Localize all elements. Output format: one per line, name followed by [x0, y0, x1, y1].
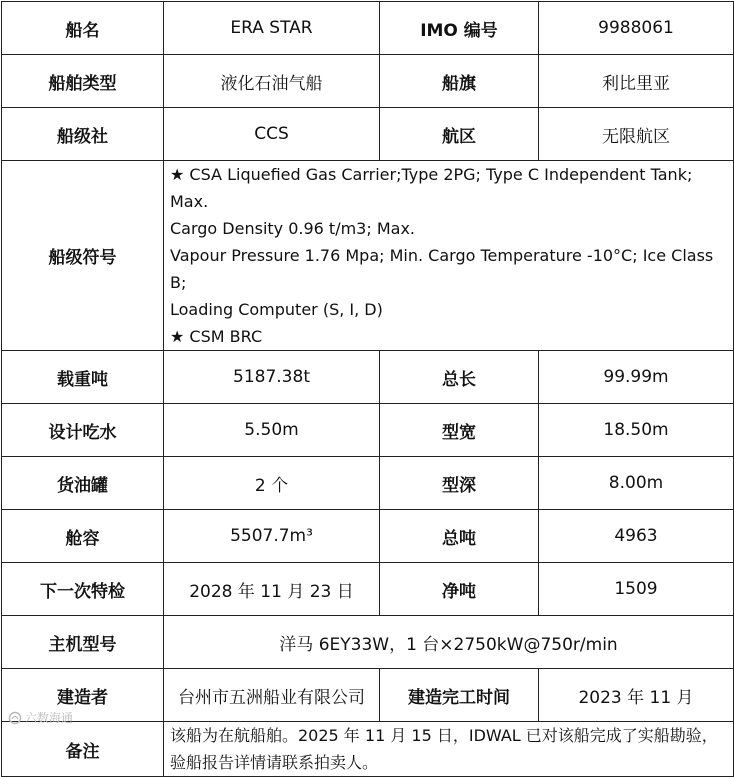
value-class-society: CCS — [164, 108, 380, 161]
label-loa: 总长 — [380, 351, 539, 404]
label-imo: IMO 编号 — [380, 2, 539, 55]
table-row — [2, 669, 734, 722]
value-cargo-tanks: 2 个 — [164, 457, 380, 510]
value-navigation-area: 无限航区 — [539, 108, 734, 161]
table-row — [2, 404, 734, 457]
watermark — [8, 709, 73, 726]
notation-line: ★ CSM BRC — [170, 327, 263, 346]
label-completion-date: 建造完工时间 — [380, 669, 539, 722]
value-breadth: 18.50m — [539, 404, 734, 457]
label-flag: 船旗 — [380, 55, 539, 108]
value-net-tonnage: 1509 — [539, 563, 734, 616]
table-row — [2, 108, 734, 161]
table-row — [2, 457, 734, 510]
label-class-notation: 船级符号 — [2, 161, 164, 351]
value-imo: 9988061 — [539, 2, 734, 55]
value-remark: 该船为在航船舶。2025 年 11 月 15 日，IDWAL 已对该船完成了实船勘验，验船报告详情请联系拍卖人。 — [164, 722, 734, 777]
label-design-draft: 设计吃水 — [2, 404, 164, 457]
watermark-text: 六数海通 — [25, 711, 74, 725]
value-next-survey: 2028 年 11 月 23 日 — [164, 563, 380, 616]
table-row — [2, 563, 734, 616]
label-builder: 建造者 — [2, 669, 164, 722]
ship-spec-table — [1, 1, 734, 777]
table-row — [2, 616, 734, 669]
notation-line: ★ CSA Liquefied Gas Carrier;Type 2PG; Type C Independent Tank; Max. — [170, 165, 693, 211]
table-row — [2, 2, 734, 55]
value-main-engine: 洋马 6EY33W，1 台×2750kW@750r/min — [164, 616, 734, 669]
table-row — [2, 161, 734, 351]
brand-logo-icon — [8, 711, 22, 725]
label-class-society: 船级社 — [2, 108, 164, 161]
label-remark: 备注 — [2, 722, 164, 777]
value-gross-tonnage: 4963 — [539, 510, 734, 563]
table-row — [2, 351, 734, 404]
label-dwt: 载重吨 — [2, 351, 164, 404]
label-ship-name: 船名 — [2, 2, 164, 55]
label-breadth: 型宽 — [380, 404, 539, 457]
table-row — [2, 510, 734, 563]
label-depth: 型深 — [380, 457, 539, 510]
notation-line: Cargo Density 0.96 t/m3; Max. — [170, 219, 415, 238]
notation-line: Loading Computer (S, I, D) — [170, 300, 383, 319]
label-navigation-area: 航区 — [380, 108, 539, 161]
label-cargo-tanks: 货油罐 — [2, 457, 164, 510]
table-row — [2, 722, 734, 777]
value-class-notation — [164, 161, 734, 351]
value-ship-type: 液化石油气船 — [164, 55, 380, 108]
value-completion-date: 2023 年 11 月 — [539, 669, 734, 722]
label-main-engine: 主机型号 — [2, 616, 164, 669]
value-depth: 8.00m — [539, 457, 734, 510]
label-net-tonnage: 净吨 — [380, 563, 539, 616]
label-capacity: 舱容 — [2, 510, 164, 563]
value-builder: 台州市五洲船业有限公司 — [164, 669, 380, 722]
value-design-draft: 5.50m — [164, 404, 380, 457]
value-dwt: 5187.38t — [164, 351, 380, 404]
value-capacity: 5507.7m³ — [164, 510, 380, 563]
notation-line: Vapour Pressure 1.76 Mpa; Min. Cargo Temperature -10°C; Ice Class B; — [170, 246, 714, 292]
value-ship-name: ERA STAR — [164, 2, 380, 55]
table-row — [2, 55, 734, 108]
value-loa: 99.99m — [539, 351, 734, 404]
label-next-survey: 下一次特检 — [2, 563, 164, 616]
label-ship-type: 船舶类型 — [2, 55, 164, 108]
value-flag: 利比里亚 — [539, 55, 734, 108]
label-gross-tonnage: 总吨 — [380, 510, 539, 563]
